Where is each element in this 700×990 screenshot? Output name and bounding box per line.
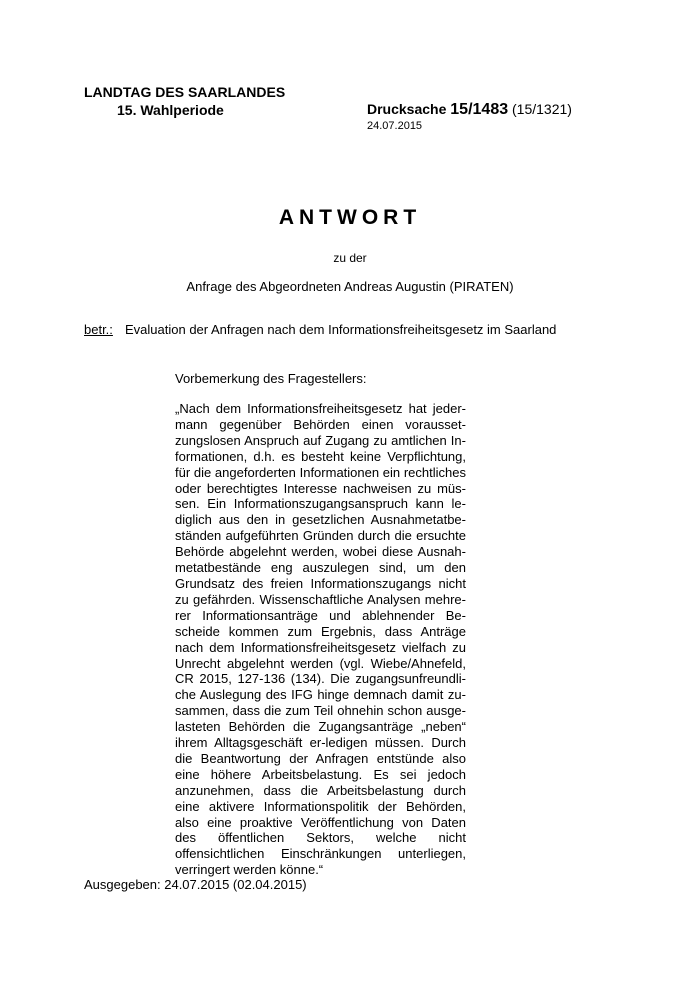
zu-der-text: zu der [333,251,367,265]
document-title: ANTWORT [278,206,422,229]
drucksache-reference [367,101,572,119]
vorbemerkung-heading: Vorbemerkung des Fragestellers: [175,371,367,386]
vorbemerkung-text: „Nach dem Informationsfreiheitsgesetz hat jedermann gegenüber Behörden einen voraussetzungslosen Anspruch auf Zugang zu amtlichen Informationen, d.h. es besteht keine Verpflichtung, für die angeforderten Informationen ein rechtliches oder berechtigtes Interesse nachweisen zu müssen. Ein Informationszugangsanspruch kann lediglich aus den in gesetzlichen Ausnahmetatbeständen aufgeführten Gründen durch die ersuchte Behörde abgelehnt werden, wobei diese Ausnahmetatbestände eng auszulegen sind, um den Grundsatz des freien Informationszugangs nicht zu gefährden. Wissenschaftliche Analysen mehrerer Informationsanträge und ablehnender Bescheide kommen zum Ergebnis, dass Anträge nach dem Informationsfreiheitsgesetz vielfach zu Unrecht abgelehnt werden (vgl. Wiebe/Ahnefeld, CR 2015, 127-136 (134). Die zugangsunfreundliche Auslegung des IFG hinge demnach damit zusammen, dass die zum Teil ohnehin schon ausgelasteten Behörden die Zugangsanträge „neben“ ihrem Alltagsgeschäft er-ledigen müssen. Durch die Beantwortung der Anfragen entstünde also eine höhere Arbeitsbelastung. Es sei jedoch anzunehmen, dass die Arbeitsbelastung durch eine aktivere Informationspolitik der Behörden, also eine proaktive Veröffentlichung von Daten des öffentlichen Sektors, welche nicht offensichtlichen Einschränkungen unterliegen, verringert werden könne.“ [175,401,466,878]
parliament-name: LANDTAG DES SAARLANDES [84,84,286,100]
betr-label: betr.: [84,322,113,337]
betr-subject: Evaluation der Anfragen nach dem Informationsfreiheitsgesetz im Saarland [125,322,557,337]
anfrage-line: Anfrage des Abgeordneten Andreas Augustin (PIRATEN) [186,279,514,294]
drucksache-previous-number: (15/1321) [512,101,572,117]
issued-date-line: Ausgegeben: 24.07.2015 (02.04.2015) [84,877,307,892]
document-date: 24.07.2015 [367,120,423,132]
drucksache-label: Drucksache [367,101,447,117]
drucksache-number: 15/1483 [450,101,509,118]
electoral-period: 15. Wahlperiode [117,102,224,118]
